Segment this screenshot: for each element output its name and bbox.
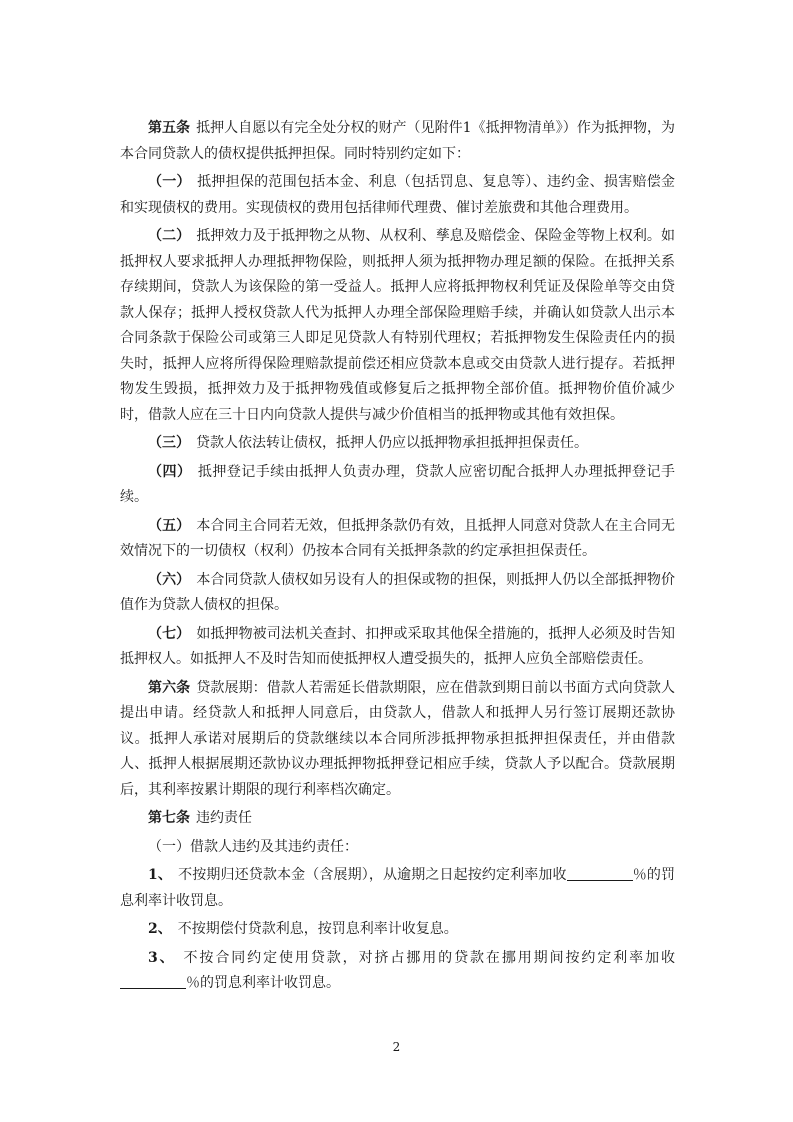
article-text: 违约责任 <box>196 810 252 826</box>
sub-heading-text: （一）借款人违约及其违约责任： <box>148 838 358 855</box>
clause-2 <box>120 224 675 428</box>
fill-in-blank[interactable] <box>120 974 186 989</box>
clause-3 <box>120 431 675 457</box>
item-label: 1、 <box>148 867 172 883</box>
item-text-after: ％的罚息利率计收罚息。 <box>120 867 675 909</box>
clause-text: 贷款人依法转让债权，抵押人仍应以抵押物承担抵押担保责任。 <box>196 435 588 451</box>
article-label: 第七条 <box>148 810 190 826</box>
clause-text: 抵押担保的范围包括本金、利息（包括罚息、复息等）、违约金、损害赔偿金和实现债权的费用。实现债权的费用包括律师代理费、催讨差旅费和其他合理费用。 <box>120 174 675 216</box>
page-number: 2 <box>392 1040 401 1054</box>
item-1 <box>120 863 675 914</box>
article-label: 第五条 <box>148 120 191 136</box>
sub-heading-borrower-default <box>120 835 675 861</box>
clause-label: （一） <box>148 174 191 190</box>
item-text: 不按期归还贷款本金（含展期），从逾期之日起按约定利率加收 <box>178 867 567 883</box>
item-label: 3、 <box>148 949 176 966</box>
clause-label: （六） <box>148 571 191 588</box>
article-label: 第六条 <box>148 679 191 696</box>
article-5 <box>120 116 675 167</box>
clause-6 <box>120 568 675 619</box>
article-7 <box>120 806 675 832</box>
item-text-after: ％的罚息利率计收罚息。 <box>186 975 340 991</box>
clause-4 <box>120 460 675 511</box>
item-2 <box>120 917 675 943</box>
clause-text: 抵押登记手续由抵押人负责办理，贷款人应密切配合抵押人办理抵押登记手续。 <box>120 463 676 505</box>
item-text: 不按期偿付贷款利息，按罚息利率计收复息。 <box>177 921 458 937</box>
clause-label: （五） <box>148 517 191 534</box>
document-body <box>120 116 675 1000</box>
article-text: 抵押人自愿以有完全处分权的财产（见附件1《抵押物清单》）作为抵押物，为本合同贷款人的债权提供抵押担保。同时特别约定如下： <box>120 120 676 162</box>
clause-text: 本合同主合同若无效，但抵押条款仍有效，且抵押人同意对贷款人在主合同无效情况下的一切债权（权利）仍按本合同有关抵押条款的约定承担担保责任。 <box>120 517 676 559</box>
clause-label: （二） <box>148 228 191 244</box>
clause-text: 本合同贷款人债权如另设有人的担保或物的担保，则抵押人仍以全部抵押物价值作为贷款人债权的担保。 <box>120 571 676 613</box>
clause-label: （七） <box>148 625 191 642</box>
clause-1 <box>120 170 675 221</box>
clause-label: （三） <box>148 435 190 451</box>
clause-text: 如抵押物被司法机关查封、扣押或采取其他保全措施的，抵押人必须及时告知抵押权人。如抵押人不及时告知而使抵押权人遭受损失的，抵押人应负全部赔偿责任。 <box>120 625 676 667</box>
clause-5 <box>120 514 675 565</box>
item-label: 2、 <box>148 921 172 937</box>
item-text: 不按合同约定使用贷款，对挤占挪用的贷款在挪用期间按约定利率加收 <box>181 949 675 966</box>
item-3 <box>120 946 675 997</box>
article-6 <box>120 676 675 804</box>
clause-7 <box>120 622 675 673</box>
clause-label: （四） <box>148 463 192 480</box>
article-text: 贷款展期：借款人若需延长借款期限，应在借款到期日前以书面方式向贷款人提出申请。经贷款人和抵押人同意后，由贷款人，借款人和抵押人另行签订展期还款协议。抵押人承诺对展期后的贷款继续以本合同所涉抵押物承担抵押担保责任，并由借款人、抵押人根据展期还款协议办理抵押物抵押登记相应手续，贷款人予以配合。贷款展期后，其利率按累计期限的现行利率档次确定。 <box>120 679 676 798</box>
clause-text: 抵押效力及于抵押物之从物、从权利、孳息及赔偿金、保险金等物上权利。如抵押权人要求抵押人办理抵押物保险，则抵押人须为抵押物办理足额的保险。在抵押关系存续期间，贷款人为该保险的第一受益人。抵押人应将抵押物权利凭证及保险单等交由贷款人保存；抵押人授权贷款人代为抵押人办理全部保险理赔手续，并确认如贷款人出示本合同条款于保险公司或第三人即足见贷款人有特别代理权；若抵押物发生保险责任内的损失时，抵押人应将所得保险理赔款提前偿还相应贷款本息或交由贷款人进行提存。若抵押物发生毁损，抵押效力及于抵押物残值或修复后之抵押物全部价值。抵押物价值价减少时，借款人应在三十日内向贷款人提供与减少价值相当的抵押物或其他有效担保。 <box>120 228 676 423</box>
fill-in-blank[interactable] <box>567 866 633 881</box>
